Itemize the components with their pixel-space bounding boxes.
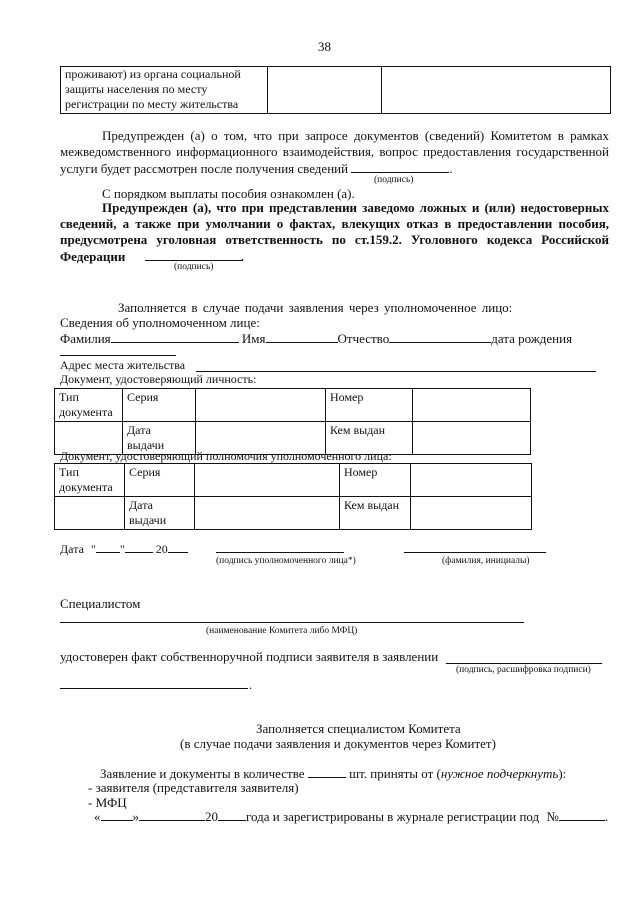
- specialist-end-dot: .: [249, 677, 253, 692]
- warning1-line1: Предупрежден (а) о том, что при запросе документов (сведений) Комитетом в рамках: [102, 128, 609, 143]
- top-table-line: регистрации по месту жительства: [65, 97, 239, 111]
- warning2-line4-text: Федерации: [60, 249, 126, 264]
- doc-type-cell: [55, 464, 125, 497]
- issue-date-cell: [125, 497, 195, 530]
- warning1-signature-field[interactable]: [351, 160, 449, 173]
- specialist-org-line[interactable]: [60, 622, 524, 623]
- authority-doc-table: [54, 463, 532, 530]
- reg-number-label: №: [546, 809, 559, 824]
- accepted-text-start: Заявление и документы в количестве: [100, 766, 305, 781]
- accepted-text-end: ):: [558, 766, 567, 781]
- top-table-cell-empty[interactable]: [268, 67, 382, 114]
- reg-text: года и зарегистрированы в журнале регистрации под: [246, 809, 540, 824]
- committee-heading: Заполняется специалистом Комитета: [256, 721, 461, 736]
- reg-quote-open: «: [94, 809, 101, 824]
- doc-type-label: Тип: [59, 390, 79, 404]
- date-quote-close: ": [119, 542, 125, 556]
- series-field[interactable]: [195, 464, 340, 497]
- committee-subheading: (в случае подачи заявления и документов через Комитет): [180, 736, 496, 751]
- warning1-signature-caption: (подпись): [374, 175, 414, 185]
- documents-count-field[interactable]: [308, 765, 346, 778]
- id-doc-table: [54, 388, 531, 455]
- issued-by-field[interactable]: [411, 497, 532, 530]
- number-label: Номер: [340, 464, 411, 497]
- date-month-field[interactable]: [125, 540, 153, 553]
- representative-signature-caption: (подпись уполномоченного лица*): [216, 556, 356, 566]
- top-table-line: защиты населения по месту: [65, 82, 208, 96]
- patronymic-field[interactable]: [389, 330, 491, 343]
- representative-info-label: Сведения об уполномоченном лице:: [60, 315, 260, 330]
- top-table: [60, 66, 611, 114]
- surname-label: Фамилия: [60, 331, 111, 346]
- doc-type-field[interactable]: [55, 497, 125, 530]
- authority-doc-label: Документ, удостоверяющий полномочия уполномоченного лица:: [60, 449, 392, 463]
- committee-registration-row: [94, 808, 608, 825]
- name-label: Имя: [241, 331, 266, 346]
- top-table-cell-text: [61, 67, 268, 114]
- reg-year-field[interactable]: [218, 808, 246, 821]
- issued-by-field[interactable]: [413, 422, 531, 455]
- date-year-field[interactable]: [168, 540, 188, 553]
- representative-name-line[interactable]: [404, 552, 546, 553]
- committee-option-mfc[interactable]: - МФЦ: [88, 795, 127, 810]
- series-label: Серия: [125, 464, 195, 497]
- specialist-signature-line[interactable]: [446, 663, 602, 664]
- page-number: 38: [318, 39, 331, 54]
- issued-by-label: Кем выдан: [326, 422, 413, 455]
- date-year-prefix: 20: [155, 542, 168, 556]
- issue-date-label: Дата: [129, 498, 153, 512]
- specialist-certified-text: удостоверен факт собственноручной подписи заявителя в заявлении: [60, 649, 439, 664]
- reg-month-field[interactable]: [139, 808, 205, 821]
- issue-date-label: выдачи: [129, 513, 167, 527]
- specialist-label: Специалистом: [60, 596, 141, 611]
- address-label: Адрес места жительства: [60, 358, 186, 372]
- warning2-signature-field[interactable]: [145, 248, 241, 261]
- id-doc-label: Документ, удостоверяющий личность:: [60, 372, 257, 386]
- accepted-text-mid: шт. приняты от (: [349, 766, 441, 781]
- reg-quote-close: »: [132, 809, 139, 824]
- patronymic-label: Отчество: [337, 331, 390, 346]
- surname-field[interactable]: [111, 330, 239, 343]
- warning2-line4: [60, 248, 244, 265]
- issue-date-field[interactable]: [195, 497, 340, 530]
- birthdate-label: дата рождения: [491, 331, 573, 346]
- top-table-line: проживают) из органа социальной: [65, 67, 241, 81]
- number-field[interactable]: [411, 464, 532, 497]
- accepted-text-italic: нужное подчеркнуть: [440, 766, 559, 781]
- warning2-signature-caption: (подпись): [174, 262, 214, 272]
- committee-option-applicant[interactable]: - заявителя (представителя заявителя): [88, 780, 299, 795]
- date-day-field[interactable]: [96, 540, 120, 553]
- specialist-signature-caption: (подпись, расшифровка подписи): [456, 665, 591, 675]
- warning1-line3-text: услуги будет рассмотрен после получения сведений: [60, 161, 349, 176]
- series-field[interactable]: [196, 389, 326, 422]
- representative-heading: Заполняется в случае подачи заявления через уполномоченное лицо:: [118, 300, 513, 315]
- doc-type-label: документа: [59, 405, 113, 419]
- date-quote-open: ": [90, 542, 96, 556]
- representative-name-caption: (фамилия, инициалы): [442, 556, 530, 566]
- payment-notice: С порядком выплаты пособия ознакомлен (а).: [102, 186, 355, 201]
- warning2-line3: предусмотрена уголовная ответственность по ст.159.2. Уголовного кодекса Российской: [60, 232, 609, 247]
- doc-type-label: документа: [59, 480, 113, 494]
- warning2-end-dot: .: [240, 249, 244, 264]
- issue-date-label: Дата: [127, 423, 151, 437]
- reg-day-field[interactable]: [101, 808, 133, 821]
- doc-type-cell: [55, 389, 123, 422]
- warning2-line1: Предупрежден (а), что при представлении заведомо ложных и (или) недостоверных: [102, 200, 609, 215]
- representative-signature-line[interactable]: [216, 552, 344, 553]
- doc-type-label: Тип: [59, 465, 79, 479]
- issue-date-label: выдачи: [127, 438, 165, 452]
- reg-end-dot: .: [604, 809, 609, 824]
- specialist-signature-line-2[interactable]: [60, 688, 248, 689]
- number-field[interactable]: [413, 389, 531, 422]
- specialist-org-caption: (наименование Комитета либо МФЦ): [206, 626, 358, 636]
- warning1-line2: межведомственного информационного взаимодействия, вопрос предоставления государственной: [60, 144, 609, 159]
- number-label: Номер: [326, 389, 413, 422]
- reg-year-prefix: 20: [205, 809, 218, 824]
- date-label: Дата: [60, 542, 84, 556]
- specialist-certified-row: [60, 649, 438, 665]
- birthdate-field-line[interactable]: [60, 355, 176, 356]
- name-field[interactable]: [266, 330, 338, 343]
- representative-name-row: [60, 330, 572, 347]
- date-row: [60, 540, 188, 557]
- series-label: Серия: [123, 389, 196, 422]
- reg-number-field[interactable]: [559, 808, 605, 821]
- warning2-line2: сведений, а также при умолчании о фактах, влекущих отказ в предоставлении пособия,: [60, 216, 609, 231]
- top-table-cell-empty[interactable]: [382, 67, 611, 114]
- warning1-end-dot: .: [449, 161, 453, 176]
- issued-by-label: Кем выдан: [340, 497, 411, 530]
